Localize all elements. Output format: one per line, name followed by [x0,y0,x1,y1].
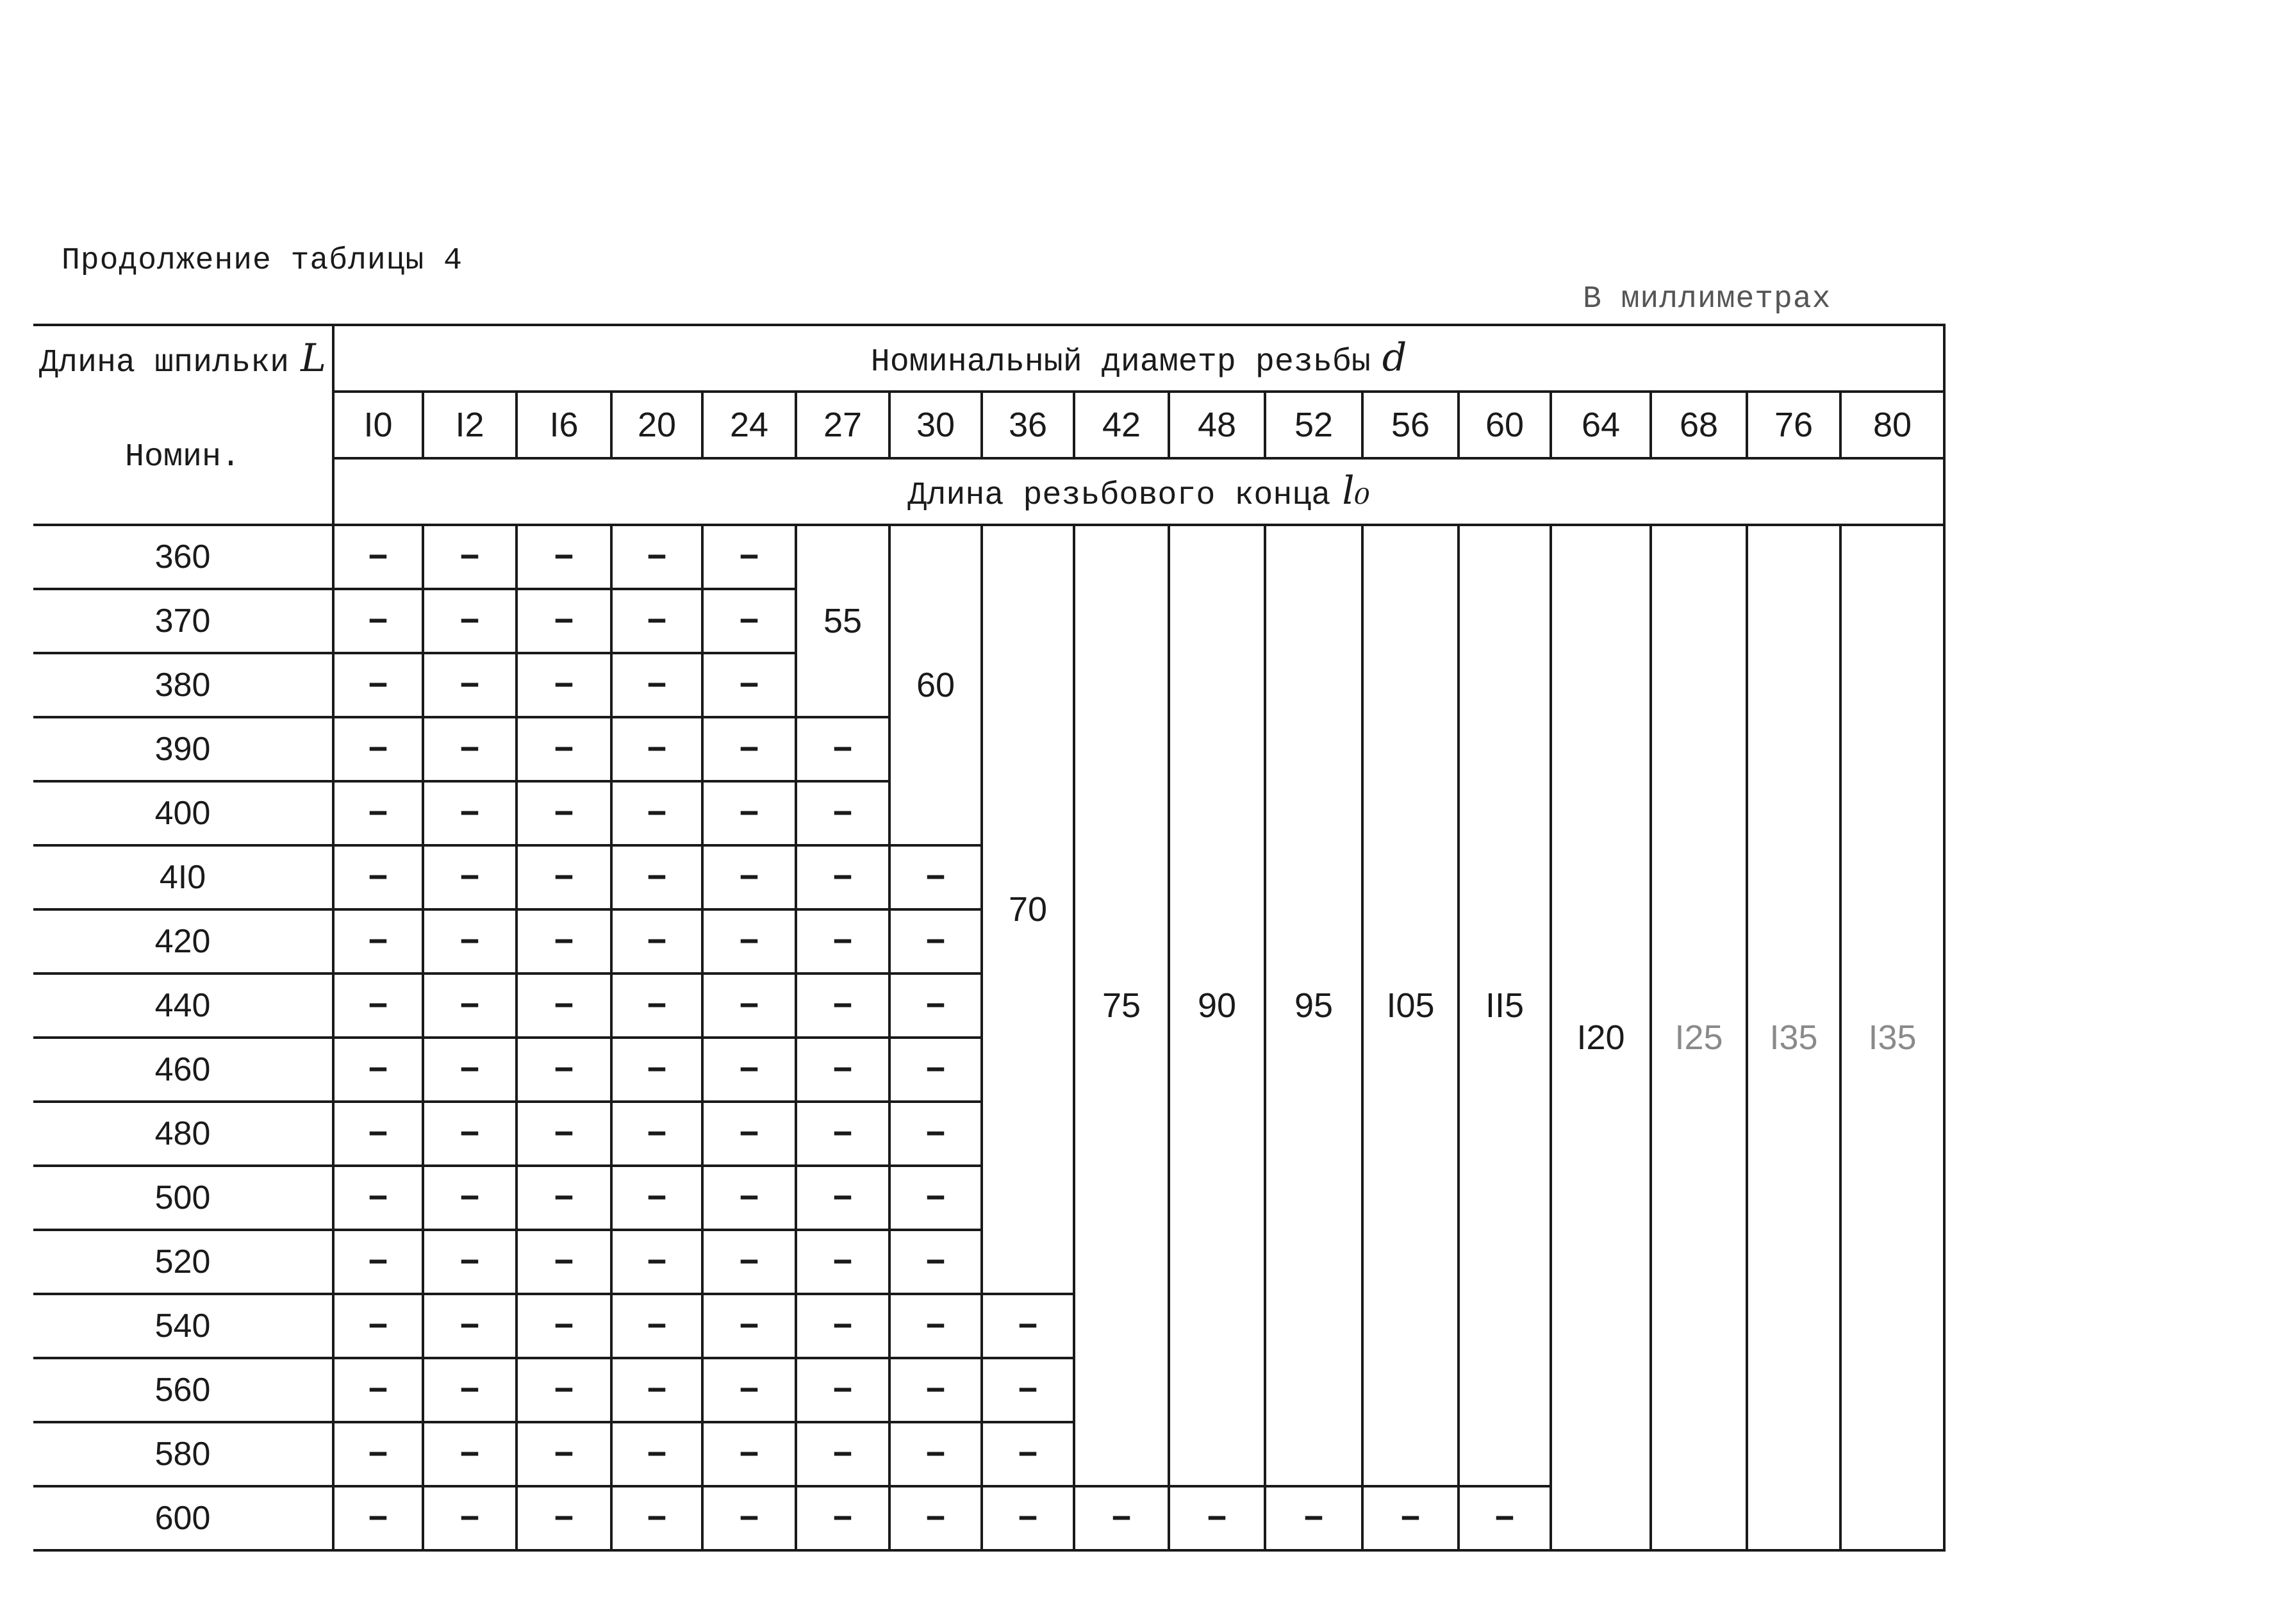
table-row [33,525,1944,589]
diameter-header: 60 [1459,392,1551,458]
dash-cell: – [796,1486,889,1550]
dash-cell: – [796,781,889,845]
dash-cell: – [611,974,702,1038]
dash-cell: – [982,1358,1074,1422]
dash-cell: – [333,1166,423,1230]
dash-cell: – [423,653,517,717]
top-header-symbol: d [1382,335,1407,380]
dash-cell: – [423,1166,517,1230]
dash-cell: – [889,1166,982,1230]
table-caption: Продолжение таблицы 4 [62,244,463,278]
length-cell: 500 [33,1166,333,1230]
dash-cell: – [1265,1486,1362,1550]
dash-cell: – [796,1102,889,1166]
dash-cell: – [517,1038,611,1102]
dash-cell: – [517,1358,611,1422]
dash-cell: – [423,1294,517,1358]
stub-symbol: L [301,335,326,381]
dash-cell: – [611,525,702,589]
dash-cell: – [333,1038,423,1102]
dash-cell: – [796,1166,889,1230]
stud-length-table [33,324,1946,1552]
dash-cell: – [517,589,611,653]
diameter-header: I0 [333,392,423,458]
dash-cell: – [889,974,982,1038]
length-cell: 400 [33,781,333,845]
length-cell: 480 [33,1102,333,1166]
dash-cell: – [889,1422,982,1486]
dash-cell: – [611,1102,702,1166]
diameter-header: 36 [982,392,1074,458]
length-cell: 560 [33,1358,333,1422]
dash-cell: – [517,653,611,717]
diameter-header: 56 [1362,392,1459,458]
dash-cell: – [611,653,702,717]
dash-cell: – [702,1486,796,1550]
length-cell: 600 [33,1486,333,1550]
thread-length-d27: 55 [796,525,889,717]
length-cell: 420 [33,909,333,974]
thread-length-d42: 75 [1074,525,1169,1486]
dash-cell: – [333,1422,423,1486]
dash-cell: – [333,781,423,845]
thread-length-d68: I25 [1651,525,1747,1550]
dash-cell: – [702,845,796,909]
thread-length-d76: I35 [1747,525,1840,1550]
dash-cell: – [517,1230,611,1294]
dash-cell: – [611,909,702,974]
diameter-header: 64 [1551,392,1651,458]
dash-cell: – [517,717,611,781]
dash-cell: – [982,1294,1074,1358]
units-label: В миллиметрах [1583,282,1831,317]
length-cell: 580 [33,1422,333,1486]
dash-cell: – [333,1102,423,1166]
dash-cell: – [702,1294,796,1358]
dash-cell: – [423,1102,517,1166]
dash-cell: – [702,1230,796,1294]
dash-cell: – [796,974,889,1038]
dash-cell: – [982,1422,1074,1486]
diameter-header: 52 [1265,392,1362,458]
dash-cell: – [702,1422,796,1486]
thread-length-d64: I20 [1551,525,1651,1550]
thread-length-d80: I35 [1840,525,1944,1550]
dash-cell: – [423,1038,517,1102]
dash-cell: – [333,1358,423,1422]
dash-cell: – [889,1358,982,1422]
diameter-header: 42 [1074,392,1169,458]
stub-title: Длина шпильки L [33,325,333,392]
dash-cell: – [702,653,796,717]
dash-cell: – [702,525,796,589]
dash-cell: – [611,589,702,653]
dash-cell: – [333,845,423,909]
dash-cell: – [517,1294,611,1358]
dash-cell: – [517,1422,611,1486]
diameter-header: 27 [796,392,889,458]
length-cell: 380 [33,653,333,717]
thread-length-d36: 70 [982,525,1074,1294]
dash-cell: – [1459,1486,1551,1550]
dash-cell: – [1362,1486,1459,1550]
diameter-header: 20 [611,392,702,458]
dash-cell: – [702,781,796,845]
dash-cell: – [702,909,796,974]
dash-cell: – [889,909,982,974]
dash-cell: – [611,1230,702,1294]
dash-cell: – [517,781,611,845]
diameter-header: 48 [1169,392,1265,458]
length-cell: 390 [33,717,333,781]
dash-cell: – [423,1422,517,1486]
dash-cell: – [333,653,423,717]
dash-cell: – [611,1358,702,1422]
dash-cell: – [517,1486,611,1550]
dash-cell: – [423,845,517,909]
diameter-header: 68 [1651,392,1747,458]
length-cell: 460 [33,1038,333,1102]
dash-cell: – [517,1102,611,1166]
dash-cell: – [333,1230,423,1294]
sub-header-symbol: l₀ [1342,468,1370,513]
dash-cell: – [423,1486,517,1550]
dash-cell: – [889,845,982,909]
dash-cell: – [423,974,517,1038]
thread-length-d60: II5 [1459,525,1551,1486]
diameter-header: I6 [517,392,611,458]
dash-cell: – [1169,1486,1265,1550]
dash-cell: – [333,1294,423,1358]
dash-cell: – [423,589,517,653]
dash-cell: – [611,1486,702,1550]
dash-cell: – [796,845,889,909]
dash-cell: – [796,1038,889,1102]
dash-cell: – [423,1358,517,1422]
diameter-header: 24 [702,392,796,458]
dash-cell: – [611,1294,702,1358]
dash-cell: – [517,974,611,1038]
dash-cell: – [517,845,611,909]
dash-cell: – [796,1230,889,1294]
dash-cell: – [423,717,517,781]
dash-cell: – [889,1294,982,1358]
dash-cell: – [702,717,796,781]
dash-cell: – [517,525,611,589]
diameter-header: 30 [889,392,982,458]
dash-cell: – [333,909,423,974]
dash-cell: – [889,1230,982,1294]
dash-cell: – [611,781,702,845]
length-cell: 540 [33,1294,333,1358]
dash-cell: – [702,1358,796,1422]
top-header: Номинальный диаметр резьбы d [333,325,1944,392]
dash-cell: – [889,1038,982,1102]
dash-cell: – [611,717,702,781]
dash-cell: – [611,1038,702,1102]
dash-cell: – [611,1166,702,1230]
dash-cell: – [889,1102,982,1166]
sub-header: Длина резьбового конца l₀ [333,458,1944,525]
dash-cell: – [796,1422,889,1486]
dash-cell: – [423,781,517,845]
dash-cell: – [982,1486,1074,1550]
dash-cell: – [1074,1486,1169,1550]
dash-cell: – [517,1166,611,1230]
dash-cell: – [796,1294,889,1358]
dash-cell: – [796,909,889,974]
dash-cell: – [702,1102,796,1166]
dash-cell: – [611,845,702,909]
dash-cell: – [702,1166,796,1230]
length-cell: 370 [33,589,333,653]
dash-cell: – [333,589,423,653]
dash-cell: – [423,909,517,974]
dash-cell: – [702,1038,796,1102]
thread-length-d48: 90 [1169,525,1265,1486]
thread-length-d30: 60 [889,525,982,845]
thread-length-d56: I05 [1362,525,1459,1486]
stub-subtitle: Номин. [33,392,333,525]
dash-cell: – [796,1358,889,1422]
diameter-header: 76 [1747,392,1840,458]
length-cell: 440 [33,974,333,1038]
length-cell: 4I0 [33,845,333,909]
thread-length-d52: 95 [1265,525,1362,1486]
dash-cell: – [333,525,423,589]
length-cell: 520 [33,1230,333,1294]
dash-cell: – [423,525,517,589]
dash-cell: – [423,1230,517,1294]
dash-cell: – [333,974,423,1038]
diameter-header: I2 [423,392,517,458]
dash-cell: – [333,1486,423,1550]
diameter-header: 80 [1840,392,1944,458]
dash-cell: – [611,1422,702,1486]
length-cell: 360 [33,525,333,589]
dash-cell: – [702,589,796,653]
dash-cell: – [889,1486,982,1550]
dash-cell: – [702,974,796,1038]
dash-cell: – [333,717,423,781]
dash-cell: – [796,717,889,781]
dash-cell: – [517,909,611,974]
